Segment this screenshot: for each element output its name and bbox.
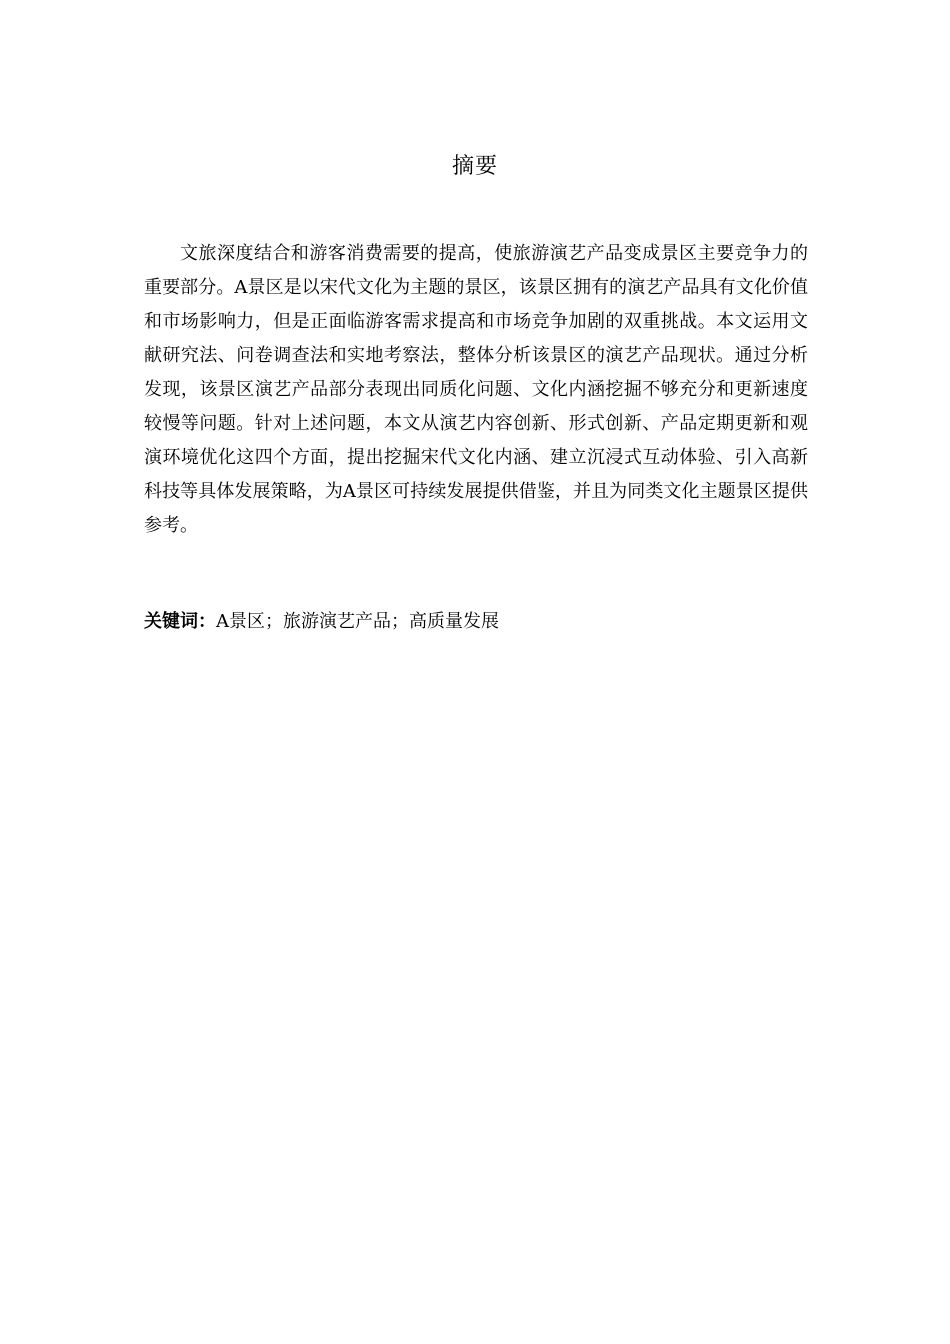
keywords-text: A景区；旅游演艺产品；高质量发展 [216, 611, 499, 632]
abstract-title: 摘要 [451, 154, 498, 179]
keywords-label: 关键词： [144, 611, 216, 632]
abstract-paragraph: 文旅深度结合和游客消费需要的提高，使旅游演艺产品变成景区主要竞争力的重要部分。A景区是以宋代文化为主题的景区，该景区拥有的演艺产品具有文化价值和市场影响力，但是正面临游客需求提高和市场竞争加剧的双重挑战。本文运用文献研究法、问卷调查法和实地考察法，整体分析该景区的演艺产品现状。通过分析发现，该景区演艺产品部分表现出同质化问题、文化内涵挖掘不够充分和更新速度较慢等问题。针对上述问题，本文从演艺内容创新、形式创新、产品定期更新和观演环境优化这四个方面，提出挖掘宋代文化内涵、建立沉浸式互动体验、引入高新科技等具体发展策略，为A景区可持续发展提供借鉴，并且为同类文化主题景区提供参考。 [144, 243, 808, 536]
keywords-line [144, 607, 808, 637]
